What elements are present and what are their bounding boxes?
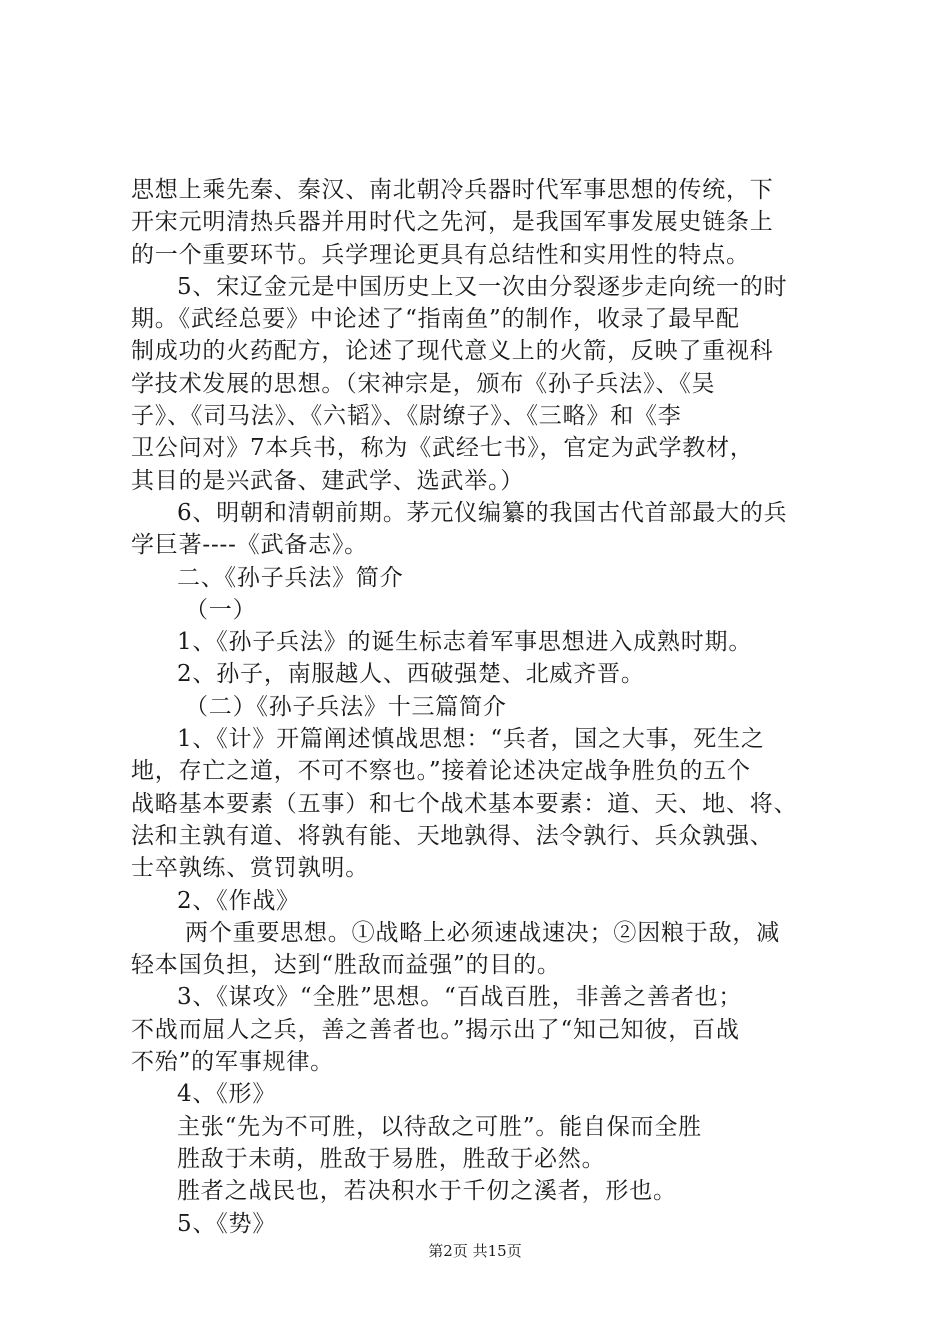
section-heading: 二、《孙子兵法》简介	[177, 564, 404, 591]
text-line: 子》、《司马法》、《六韬》、《尉缭子》、《三略》和《李	[131, 403, 682, 430]
text-line: 士卒孰练、赏罚孰明。	[131, 855, 369, 882]
text-line: 制成功的火药配方，论述了现代意义上的火箭，反映了重视科	[131, 338, 774, 365]
text-line: 其目的是兴武备、建武学、选武举。）	[131, 467, 525, 494]
paragraph-start-line: 3、《谋攻》“全胜”思想。“百战百胜，非善之善者也；	[177, 984, 743, 1011]
text-line: 法和主孰有道、将孰有能、天地孰得、法令孰行、兵众孰强、	[131, 822, 774, 849]
text-line: 思想上乘先秦、秦汉、南北朝冷兵器时代军事思想的传统，下	[131, 177, 774, 203]
text-line: 卫公问对》7本兵书，称为《武经七书》，官定为武学教材，	[131, 435, 754, 462]
text-line: 期。《武经总要》中论述了“指南鱼”的制作，收录了最早配	[131, 306, 740, 333]
paragraph-start-line: 4、《形》	[177, 1081, 277, 1108]
paragraph-start-line: 胜者之战民也，若决积水于千仞之溪者，形也。	[177, 1178, 677, 1205]
paragraph-start-line: 6、明朝和清朝前期。茅元仪编纂的我国古代首部最大的兵	[177, 499, 788, 526]
paragraph-start-line: 1、《计》开篇阐述慎战思想：“兵者，国之大事，死生之	[177, 726, 765, 753]
text-line: 不殆”的军事规律。	[131, 1049, 334, 1076]
text-line: 学巨著----《武备志》。	[131, 532, 368, 559]
paragraph-start-line: 两个重要思想。①战略上必须速战速决；②因粮于敌，减	[185, 919, 780, 946]
paragraph-start-line: 1、《孙子兵法》的诞生标志着军事思想进入成熟时期。	[177, 629, 753, 656]
paragraph-start-line: 2、《作战》	[177, 887, 300, 914]
text-line: 的一个重要环节。兵学理论更具有总结性和实用性的特点。	[131, 241, 750, 268]
document-body	[131, 174, 836, 1240]
text-line: 开宋元明清热兵器并用时代之先河，是我国军事发展史链条上	[131, 209, 774, 236]
subsection-heading: （二）《孙子兵法》十三篇简介	[185, 693, 507, 720]
paragraph-start-line: 2、孙子，南服越人、西破强楚、北威齐晋。	[177, 661, 645, 688]
paragraph-start-line: 主张“先为不可胜，以待敌之可胜”。能自保而全胜	[177, 1113, 702, 1140]
text-line: 战略基本要素（五事）和七个战术基本要素：道、天、地、将、	[131, 790, 798, 817]
paragraph-start-line: 5、《势》	[177, 1210, 277, 1237]
text-line: 轻本国负担，达到“胜敌而益强”的目的。	[131, 952, 561, 979]
text-line: 学技术发展的思想。（宋神宗是，颁布《孙子兵法》、《吴	[131, 370, 716, 397]
page-number-footer: 第2页 共15页	[428, 1242, 522, 1260]
paragraph-start-line: 5、宋辽金元是中国历史上又一次由分裂逐步走向统一的时	[177, 273, 788, 300]
paragraph-start-line: 胜敌于未萌，胜敌于易胜，胜敌于必然。	[177, 1145, 606, 1172]
text-line: 地，存亡之道，不可不察也。”接着论述决定战争胜负的五个	[131, 758, 751, 785]
text-line: 不战而屈人之兵，善之善者也。”揭示出了“知己知彼，百战	[131, 1016, 740, 1043]
subsection-heading: （一）	[185, 596, 257, 623]
